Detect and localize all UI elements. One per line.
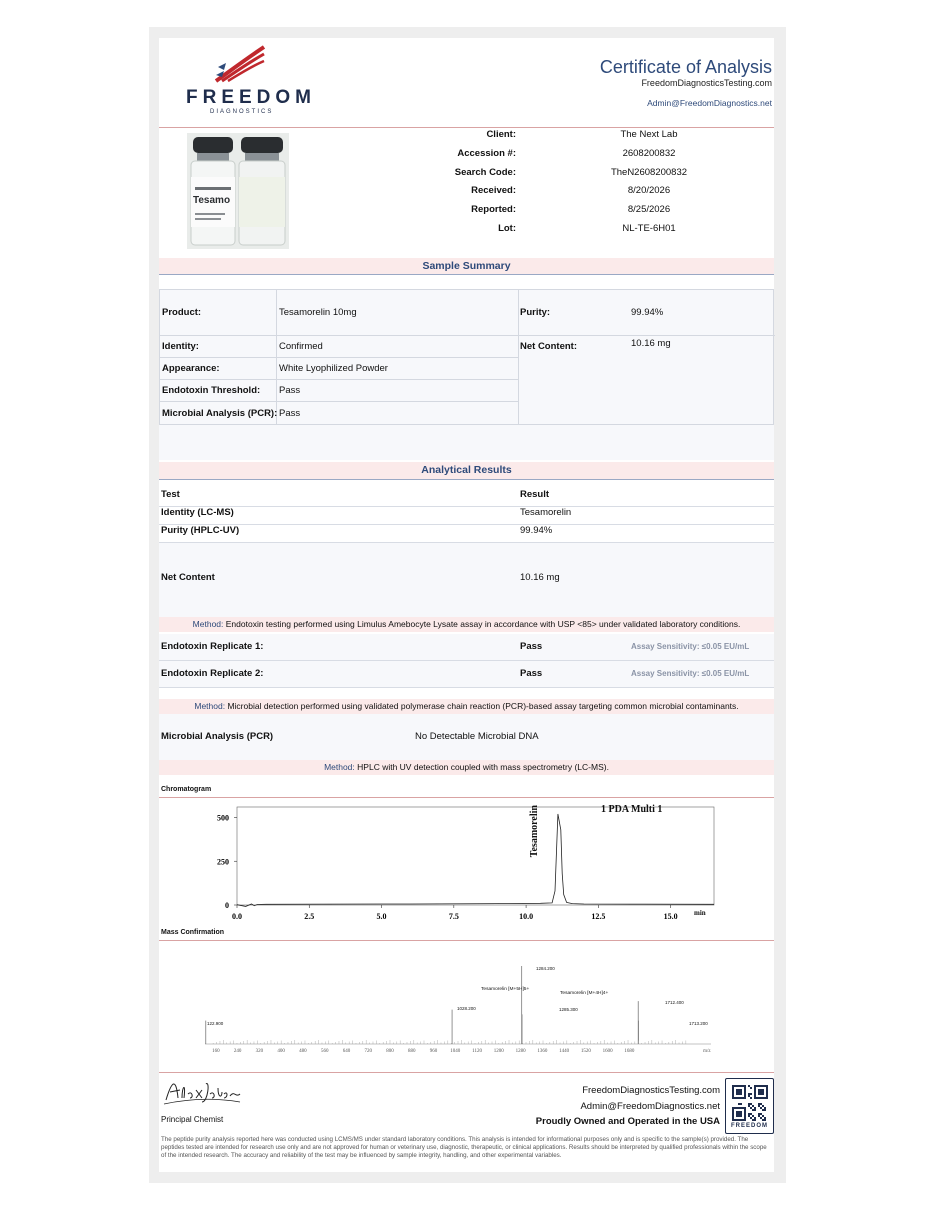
qr-module (738, 1103, 740, 1105)
sample-vial-photo (187, 133, 289, 249)
qr-module (748, 1115, 750, 1117)
qr-code-icon (732, 1085, 768, 1121)
mass-x-tick-label: 1200 (493, 1049, 504, 1054)
qr-module (748, 1095, 750, 1097)
qr-module (760, 1117, 762, 1119)
info-label: Client: (486, 129, 516, 140)
qr-module (762, 1115, 764, 1117)
chromatogram-title: Chromatogram (161, 786, 212, 793)
qr-module (748, 1105, 750, 1107)
info-value: 2608200832 (622, 148, 676, 159)
qr-module (748, 1103, 750, 1105)
product-value: Tesamorelin 10mg (279, 307, 357, 318)
qr-module (754, 1119, 756, 1121)
analytical-heading-rule (159, 479, 774, 480)
info-value: NL-TE-6H01 (622, 223, 676, 234)
test-name: Net Content (161, 572, 215, 583)
mass-x-tick-label: 960 (429, 1049, 438, 1054)
info-row-lot (399, 223, 774, 241)
qr-module (758, 1105, 760, 1107)
mz-peak-label: 1713.200 (689, 1021, 708, 1026)
mass-x-tick-label: 240 (233, 1049, 242, 1054)
mz-peak-label: 1028.200 (457, 1006, 476, 1011)
qr-module (748, 1113, 750, 1115)
summary-row-divider (160, 379, 518, 380)
chrom-x-tick-label: 2.5 (304, 912, 315, 921)
certificate-page (159, 38, 774, 1172)
endotoxin-rep-name: Endotoxin Replicate 1: (161, 641, 264, 652)
qr-module (752, 1115, 754, 1117)
info-row-received (399, 185, 774, 203)
info-row-search-code (399, 167, 774, 185)
purity-value: 99.94% (631, 307, 664, 318)
mass-x-tick-label: 320 (255, 1049, 264, 1054)
method-text: Microbial detection performed using validated polymerase chain reaction (PCR)-based assay targeting common microbial contaminants. (227, 701, 739, 711)
vial-label-text: Tesamo (193, 195, 231, 206)
qr-module (752, 1119, 754, 1121)
summary-spacer (159, 425, 774, 460)
qr-module (764, 1119, 766, 1121)
qr-module (750, 1107, 752, 1109)
chrom-y-tick-label: 0 (225, 901, 229, 910)
method-prefix: Method: (194, 701, 226, 711)
chromatogram-svg (199, 801, 724, 928)
mz-peak-label: 122.900 (207, 1021, 224, 1026)
microbial-test-result: No Detectable Microbial DNA (415, 731, 539, 742)
qr-module (764, 1117, 766, 1119)
mass-x-tick-label: 1440 (559, 1049, 570, 1054)
qr-module (754, 1117, 756, 1119)
brand-name: FREEDOM (186, 87, 316, 108)
mz-annotation: Tesamorelin [M+5H]5+ (481, 987, 530, 992)
qr-module (758, 1115, 760, 1117)
qr-module (754, 1109, 756, 1111)
table-row (159, 543, 774, 617)
qr-module (750, 1113, 752, 1115)
document-title: Certificate of Analysis (599, 57, 772, 77)
qr-module (748, 1093, 750, 1095)
endotoxin-rep-result: Pass (520, 668, 543, 679)
mass-x-tick-label: 480 (299, 1049, 307, 1054)
assay-sensitivity: Assay Sensitivity: ≤0.05 EU/mL (631, 642, 750, 651)
info-value: 8/20/2026 (627, 185, 671, 196)
endotoxin-rep-name: Endotoxin Replicate 2: (161, 668, 264, 679)
chrom-y-tick-label: 500 (217, 813, 229, 823)
mz-peak-label: 1284.200 (536, 966, 555, 971)
endotoxin-threshold-value: Pass (279, 385, 301, 396)
chrom-plot-frame (237, 807, 714, 905)
test-result: 10.16 mg (520, 572, 560, 583)
endotoxin-rep-result: Pass (520, 641, 543, 652)
chrom-series-line (237, 814, 714, 906)
summary-row-divider (160, 335, 775, 336)
mass-x-tick-label: 1600 (602, 1049, 613, 1054)
qr-module (762, 1109, 764, 1111)
net-content-value: 10.16 mg (631, 338, 671, 349)
mass-x-tick-label: 880 (408, 1049, 416, 1054)
chrom-x-tick-label: 12.5 (591, 912, 606, 921)
product-label: Product: (162, 307, 202, 318)
header-website[interactable]: FreedomDiagnosticsTesting.com (641, 78, 772, 88)
mass-x-tick-label: 1120 (472, 1049, 482, 1054)
qr-module (754, 1107, 756, 1109)
footer-tagline: Proudly Owned and Operated in the USA (535, 1116, 720, 1127)
info-value: 8/25/2026 (627, 204, 671, 215)
footer-rule (159, 1072, 774, 1073)
chrom-x-tick-label: 0.0 (232, 912, 242, 921)
qr-module (760, 1103, 762, 1105)
microbial-pcr-value: Pass (279, 408, 301, 419)
endotoxin-threshold-label: Endotoxin Threshold: (162, 385, 261, 396)
qr-finder-core (736, 1111, 742, 1117)
identity-value: Confirmed (279, 341, 323, 352)
hplc-method-note (159, 760, 774, 775)
qr-module (752, 1105, 754, 1107)
mass-spectrum-chart (199, 960, 719, 1060)
info-value: TheN2608200832 (610, 167, 688, 178)
method-prefix: Method: (192, 619, 224, 629)
signature-image (162, 1076, 242, 1106)
info-label: Accession #: (457, 148, 516, 159)
peak-label-tesamorelin: Tesamorelin (529, 805, 540, 858)
mass-x-tick-label: 1280 (515, 1049, 526, 1054)
mass-x-tick-label: 560 (320, 1049, 329, 1054)
mass-x-tick-label: 1520 (580, 1049, 591, 1054)
purity-label: Purity: (520, 307, 551, 318)
mass-x-tick-label: 1680 (624, 1049, 635, 1054)
microbial-pcr-label: Microbial Analysis (PCR): (162, 408, 278, 419)
qr-code-badge[interactable] (725, 1078, 774, 1134)
info-value: The Next Lab (620, 129, 678, 140)
sample-summary-heading: Sample Summary (159, 258, 774, 274)
microbial-test-name: Microbial Analysis (PCR) (161, 731, 274, 742)
qr-module (762, 1105, 764, 1107)
disclaimer-text: The peptide purity analysis reported here was conducted using LCMS/MS under standard laboratory conditions. This analysis is intended for informational purposes only and is specific to the sample(s) provided. The peptides tested are intended for research use only and are not approved for human or veterinary use, diagnostic, therapeutic, or clinical applications. Results should be interpreted by qualified professionals within the scope of the intended research. The accuracy and reliability of the test may be influenced by sample integrity, handling, and other experimental variables. (161, 1136, 767, 1159)
mass-title: Mass Confirmation (161, 929, 225, 936)
chrom-x-tick-label: 5.0 (376, 912, 387, 921)
info-row-accession (399, 148, 774, 166)
method-text: HPLC with UV detection coupled with mass spectrometry (LC-MS). (357, 762, 609, 772)
mz-annotation: Tesamorelin [M+4H]4+ (560, 991, 609, 996)
test-name: Identity (LC-MS) (161, 507, 234, 518)
chrom-x-tick-label: 15.0 (663, 912, 678, 921)
table-row (159, 507, 774, 525)
table-row (159, 525, 774, 543)
table-row (159, 661, 774, 688)
mass-x-tick-label: 640 (342, 1049, 351, 1054)
method-prefix: Method: (324, 762, 355, 772)
qr-module (762, 1119, 764, 1121)
mz-peak-label: 1712.400 (665, 1000, 684, 1005)
identity-label: Identity: (162, 341, 199, 352)
chrom-x-tick-label: 7.5 (448, 912, 459, 921)
summary-row-divider (160, 357, 518, 358)
summary-row-divider (160, 401, 518, 402)
chrom-x-unit: min (694, 909, 706, 917)
signer-role: Principal Chemist (161, 1115, 224, 1124)
mz-peak-label: 1285.300 (559, 1007, 578, 1012)
microbial-method-note (159, 699, 774, 714)
appearance-value: White Lyophilized Powder (279, 363, 388, 374)
chromatogram-rule (159, 797, 774, 798)
detector-label: 1 PDA Multi 1 (601, 804, 663, 815)
mass-x-tick-label: m/z (703, 1049, 711, 1054)
info-label: Lot: (498, 223, 516, 234)
col-test-header: Test (161, 489, 180, 500)
chrom-y-tick-label: 250 (217, 857, 229, 867)
qr-module (758, 1113, 760, 1115)
qr-brand-text: FREEDOM (731, 1123, 768, 1129)
test-result: Tesamorelin (520, 507, 572, 518)
net-content-label: Net Content: (520, 341, 577, 352)
chrom-x-tick-label: 10.0 (519, 912, 534, 921)
info-row-reported (399, 204, 774, 222)
col-result-header: Result (520, 489, 550, 500)
qr-module (764, 1109, 766, 1111)
endotoxin-method-note (159, 617, 774, 632)
test-name: Purity (HPLC-UV) (161, 525, 240, 536)
header-email[interactable]: Admin@FreedomDiagnostics.net (647, 98, 772, 108)
table-row (159, 634, 774, 661)
summary-heading-rule (159, 274, 774, 275)
summary-col-divider (518, 290, 519, 424)
qr-module (760, 1113, 762, 1115)
qr-module (750, 1117, 752, 1119)
appearance-label: Appearance: (162, 363, 220, 374)
header-divider (159, 127, 774, 128)
info-row-client (399, 129, 774, 147)
qr-module (758, 1103, 760, 1105)
info-label: Search Code: (454, 167, 516, 178)
brand-subtitle: DIAGNOSTICS (210, 109, 274, 115)
qr-finder-core (736, 1089, 742, 1095)
test-result: 99.94% (520, 525, 553, 536)
qr-module (748, 1085, 750, 1087)
qr-module (740, 1103, 742, 1105)
qr-module (764, 1107, 766, 1109)
footer-email[interactable]: Admin@FreedomDiagnostics.net (580, 1101, 720, 1112)
info-label: Received: (471, 185, 516, 196)
assay-sensitivity: Assay Sensitivity: ≤0.05 EU/mL (631, 669, 750, 678)
results-header-row (159, 489, 774, 507)
qr-module (750, 1093, 752, 1095)
chromatogram-chart (199, 801, 724, 928)
qr-module (750, 1097, 752, 1099)
analytical-results-heading: Analytical Results (159, 462, 774, 479)
mass-x-tick-label: 400 (277, 1049, 285, 1054)
sample-summary-table (159, 289, 774, 425)
mass-x-tick-label: 1360 (537, 1049, 548, 1054)
flag-swoosh-icon (214, 45, 266, 83)
info-label: Reported: (471, 204, 516, 215)
qr-finder-core (758, 1089, 764, 1095)
mass-x-tick-label: 720 (364, 1049, 372, 1054)
footer-website[interactable]: FreedomDiagnosticsTesting.com (582, 1085, 720, 1096)
mass-x-tick-label: 800 (386, 1049, 394, 1054)
qr-module (752, 1109, 754, 1111)
qr-module (760, 1107, 762, 1109)
mass-x-tick-label: 1040 (450, 1049, 461, 1054)
method-text: Endotoxin testing performed using Limulus Amebocyte Lysate assay in accordance with USP <85> under validated laboratory conditions. (225, 619, 741, 629)
qr-module (750, 1103, 752, 1105)
qr-module (750, 1087, 752, 1089)
mass-rule (159, 940, 774, 941)
mass-x-tick-label: 160 (212, 1049, 220, 1054)
